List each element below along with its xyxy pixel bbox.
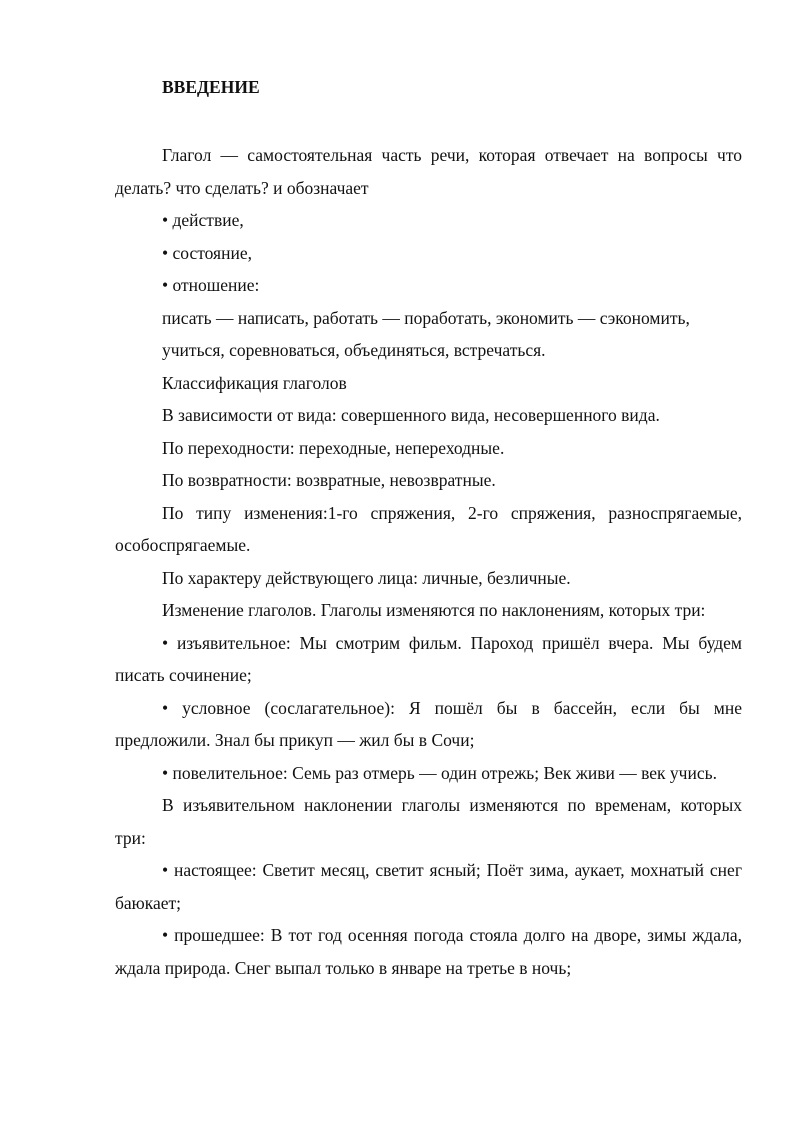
document-body <box>115 139 742 984</box>
paragraph-reflexivity: По возвратности: возвратные, невозвратные. <box>162 470 496 490</box>
paragraph-transitivity: По переходности: переходные, непереходные. <box>162 437 505 458</box>
paragraph-person: По характеру действующего лица: личные, безличные. <box>162 567 571 588</box>
paragraph-conjugation: По типу изменения:1-го спряжения, 2-го спряжения, разноспрягаемые, особоспрягаемые. <box>115 502 742 555</box>
list-item-imperative: • повелительное: Семь раз отмерь — один отрежь; Век живи — век учись. <box>162 762 717 783</box>
paragraph-examples-2: учиться, соревноваться, объединяться, встречаться. <box>162 340 546 360</box>
paragraph-aspect: В зависимости от вида: совершенного вида, несовершенного вида. <box>162 405 660 425</box>
paragraph-moods: Изменение глаголов. Глаголы изменяются по наклонениям, которых три: <box>162 600 706 620</box>
list-item-indicative: • изъявительное: Мы смотрим фильм. Пароход пришёл вчера. Мы будем писать сочинение; <box>115 632 742 685</box>
list-item-action: • действие, <box>162 210 244 230</box>
list-item-present: • настоящее: Светит месяц, светит ясный; Поёт зима, аукает, мохнатый снег баюкает; <box>115 860 742 913</box>
list-item-relation: • отношение: <box>162 275 260 295</box>
list-item-conditional: • условное (сослагательное): Я пошёл бы в бассейн, если бы мне предложили. Знал бы прикуп — жил бы в Сочи; <box>115 697 742 750</box>
section-heading: ВВЕДЕНИЕ <box>162 77 260 97</box>
paragraph-examples-1: писать — написать, работать — поработать, экономить — сэкономить, <box>162 307 690 328</box>
paragraph-definition: Глагол — самостоятельная часть речи, которая отвечает на вопросы что делать? что сделать? и обозначает <box>115 145 742 198</box>
paragraph-tenses: В изъявительном наклонении глаголы изменяются по временам, которых три: <box>115 795 742 848</box>
list-item-past: • прошедшее: В тот год осенняя погода стояла долго на дворе, зимы ждала, ждала природа. Снег выпал только в январе на третье в ночь; <box>115 925 742 978</box>
paragraph-classification-title: Классификация глаголов <box>162 372 347 393</box>
list-item-state: • состояние, <box>162 242 252 263</box>
